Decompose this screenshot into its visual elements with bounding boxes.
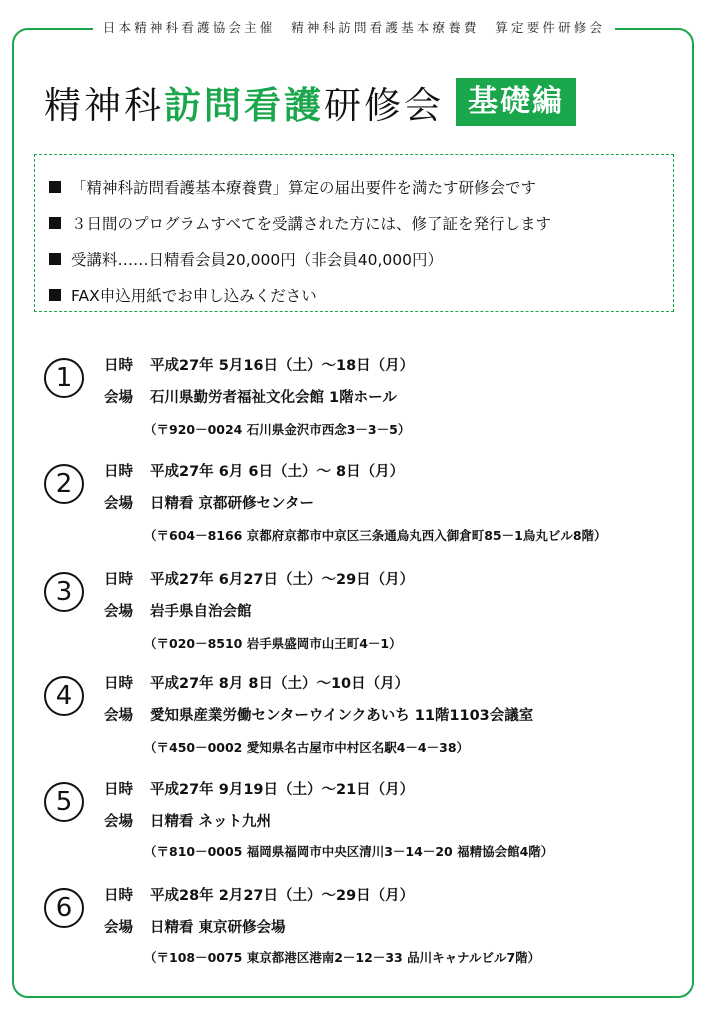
session-venue: 岩手県自治会館 <box>150 604 252 620</box>
date-label: 日時 <box>104 676 133 692</box>
square-bullet-icon <box>49 289 61 301</box>
date-label: 日時 <box>104 464 133 480</box>
venue-label: 会場 <box>104 496 133 512</box>
session-date: 平成27年 6月 6日（土）～ 8日（月） <box>150 464 405 480</box>
session-venue: 日精看 京都研修センター <box>150 496 314 512</box>
session-date: 平成27年 5月16日（土）～18日（月） <box>150 358 415 374</box>
session-address: （〒920－0024 石川県金沢市西念3－3－5） <box>144 422 411 437</box>
session-address: （〒810－0005 福岡県福岡市中央区清川3－14－20 福精協会館4階） <box>144 844 554 859</box>
organizer-line: 日本精神科看護協会主催 精神科訪問看護基本療養費 算定要件研修会 <box>93 20 615 35</box>
venue-label: 会場 <box>104 390 133 406</box>
session-number: 5 <box>44 782 84 822</box>
session-address: （〒020－8510 岩手県盛岡市山王町4－1） <box>144 636 402 651</box>
session-number: 4 <box>44 676 84 716</box>
info-text: 受講料……日精看会員20,000円（非会員40,000円） <box>71 251 443 269</box>
session-5 <box>40 774 680 884</box>
date-label: 日時 <box>104 888 133 904</box>
venue-label: 会場 <box>104 920 133 936</box>
session-venue-row <box>104 492 314 513</box>
session-date-row <box>104 354 414 375</box>
info-text: ３日間のプログラムすべてを受講された方には、修了証を発行します <box>71 215 552 233</box>
title-badge: 基礎編 <box>456 78 576 126</box>
session-address: （〒108－0075 東京都港区港南2－12－33 品川キャナルビル7階） <box>144 950 541 965</box>
session-6 <box>40 880 680 990</box>
venue-label: 会場 <box>104 604 133 620</box>
session-1 <box>40 350 680 460</box>
session-venue-row <box>104 704 533 725</box>
venue-label: 会場 <box>104 814 133 830</box>
session-2 <box>40 456 680 566</box>
session-venue: 石川県勤労者福祉文化会館 1階ホール <box>150 390 397 406</box>
session-number: 3 <box>44 572 84 612</box>
info-text: 「精神科訪問看護基本療養費」算定の届出要件を満たす研修会です <box>71 179 537 197</box>
session-venue: 日精看 ネット九州 <box>150 814 272 830</box>
session-number: 2 <box>44 464 84 504</box>
date-label: 日時 <box>104 782 133 798</box>
session-date-row <box>104 460 404 481</box>
session-venue-row <box>104 916 286 937</box>
square-bullet-icon <box>49 217 61 229</box>
session-date-row <box>104 778 414 799</box>
page-title <box>44 72 576 132</box>
session-date: 平成28年 2月27日（土）～29日（月） <box>150 888 415 904</box>
session-address: （〒604－8166 京都府京都市中京区三条通烏丸西入御倉町85－1烏丸ビル8階） <box>144 528 607 543</box>
info-item <box>49 205 673 241</box>
session-venue-row <box>104 386 397 407</box>
session-address: （〒450－0002 愛知県名古屋市中村区名駅4－4－38） <box>144 740 470 755</box>
session-venue-row <box>104 600 252 621</box>
session-date: 平成27年 6月27日（土）～29日（月） <box>150 572 415 588</box>
info-item <box>49 169 673 205</box>
session-3 <box>40 564 680 674</box>
session-4 <box>40 668 680 778</box>
session-venue-row <box>104 810 271 831</box>
info-item <box>49 241 673 277</box>
session-date-row <box>104 672 409 693</box>
title-part1: 精神科 <box>44 84 164 127</box>
session-venue: 日精看 東京研修会場 <box>150 920 286 936</box>
session-date: 平成27年 9月19日（土）～21日（月） <box>150 782 415 798</box>
title-part3: 研修会 <box>324 84 444 127</box>
title-part2: 訪問看護 <box>164 84 324 127</box>
date-label: 日時 <box>104 572 133 588</box>
session-date: 平成27年 8月 8日（土）～10日（月） <box>150 676 410 692</box>
venue-label: 会場 <box>104 708 133 724</box>
session-date-row <box>104 568 414 589</box>
session-venue: 愛知県産業労働センターウインクあいち 11階1103会議室 <box>150 708 534 724</box>
info-item <box>49 277 673 313</box>
session-number: 6 <box>44 888 84 928</box>
session-date-row <box>104 884 414 905</box>
organizer-header <box>0 17 708 36</box>
info-box <box>34 154 674 312</box>
square-bullet-icon <box>49 253 61 265</box>
info-text: FAX申込用紙でお申し込みください <box>71 287 317 305</box>
session-number: 1 <box>44 358 84 398</box>
date-label: 日時 <box>104 358 133 374</box>
square-bullet-icon <box>49 181 61 193</box>
